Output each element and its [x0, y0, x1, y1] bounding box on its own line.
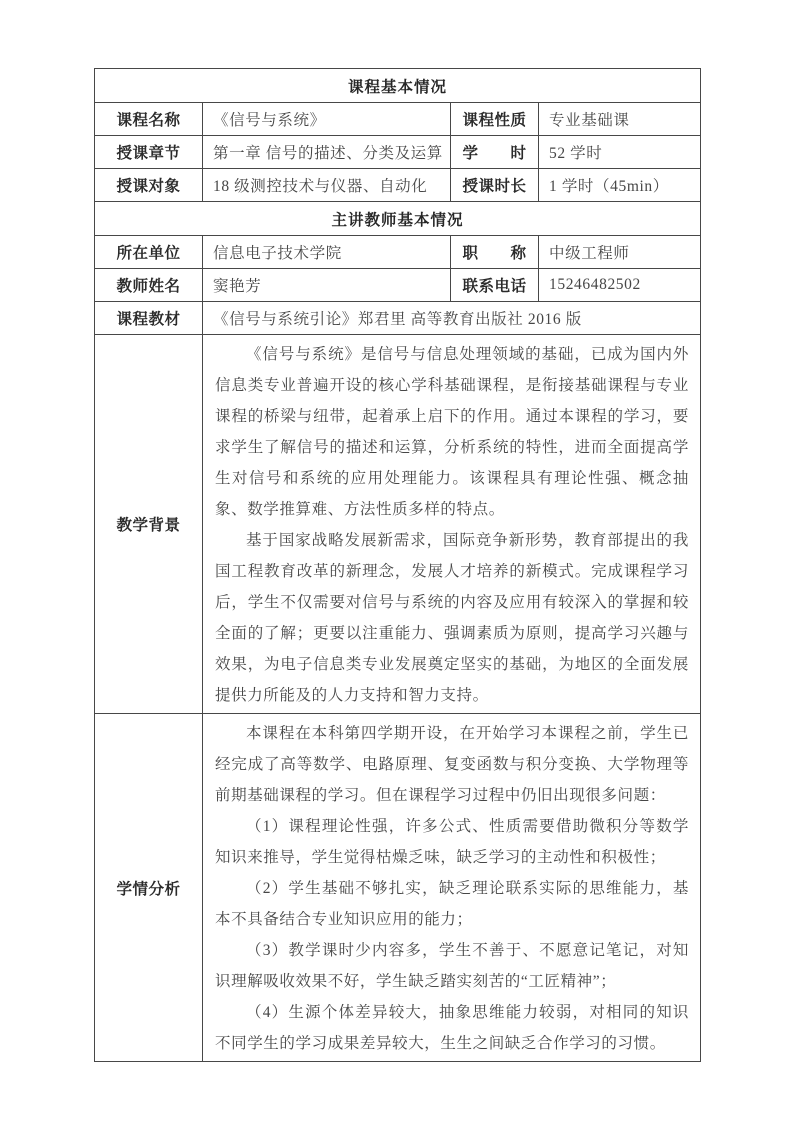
- table-row: [95, 202, 701, 236]
- phone-value: 15246482502: [539, 269, 701, 302]
- chapter-label: 授课章节: [95, 136, 203, 169]
- teacher-name-label: 教师姓名: [95, 269, 203, 302]
- course-type-value: 专业基础课: [539, 103, 701, 136]
- textbook-value: 《信号与系统引论》郑君里 高等教育出版社 2016 版: [203, 302, 701, 335]
- audience-value: 18 级测控技术与仪器、自动化: [203, 169, 451, 202]
- paragraph: （4）生源个体差异较大，抽象思维能力较弱，对相同的知识不同学生的学习成果差异较大，生生之间缺乏合作学习的习惯。: [215, 1004, 690, 1052]
- table-row: [95, 714, 701, 1062]
- table-row: [95, 236, 701, 269]
- table-row: [95, 169, 701, 202]
- course-plan-table: [94, 68, 701, 1062]
- unit-value: 信息电子技术学院: [203, 236, 451, 269]
- course-name-label: 课程名称: [95, 103, 203, 136]
- table-row: [95, 136, 701, 169]
- duration-label: 授课时长: [451, 169, 539, 202]
- learner-analysis-label: 学情分析: [95, 714, 203, 1062]
- textbook-label: 课程教材: [95, 302, 203, 335]
- hours-value: 52 学时: [539, 136, 701, 169]
- paragraph: 《信号与系统》是信号与信息处理领域的基础，已成为国内外信息类专业普遍开设的核心学科基础课程，是衔接基础课程与专业课程的桥梁与纽带，起着承上启下的作用。通过本课程的学习，要求学生了解信号的描述和运算，分析系统的特性，进而全面提高学生对信号和系统的应用处理能力。该课程具有理论性强、概念抽象、数学推算难、方法性质多样的特点。: [215, 346, 690, 518]
- job-title-label: 职 称: [451, 236, 539, 269]
- chapter-value: 第一章 信号的描述、分类及运算: [203, 136, 451, 169]
- phone-label: 联系电话: [451, 269, 539, 302]
- teacher-name-value: 窦艳芳: [203, 269, 451, 302]
- paragraph: （3）教学课时少内容多，学生不善于、不愿意记笔记，对知识理解吸收效果不好，学生缺乏踏实刻苦的“工匠精神”；: [215, 942, 690, 990]
- table-row: [95, 302, 701, 335]
- section-header-course-info: 课程基本情况: [95, 69, 701, 103]
- duration-value: 1 学时（45min）: [539, 169, 701, 202]
- paragraph: （1）课程理论性强，许多公式、性质需要借助微积分等数学知识来推导，学生觉得枯燥乏味，缺乏学习的主动性和积极性；: [215, 818, 690, 866]
- audience-label: 授课对象: [95, 169, 203, 202]
- table-row: [95, 69, 701, 103]
- teaching-background-content: [203, 335, 701, 714]
- document-page: [94, 68, 701, 1062]
- table-row: [95, 335, 701, 714]
- table-row: [95, 103, 701, 136]
- hours-label: 学 时: [451, 136, 539, 169]
- learner-analysis-content: [203, 714, 701, 1062]
- course-type-label: 课程性质: [451, 103, 539, 136]
- course-name-value: 《信号与系统》: [203, 103, 451, 136]
- unit-label: 所在单位: [95, 236, 203, 269]
- paragraph: （2）学生基础不够扎实，缺乏理论联系实际的思维能力，基本不具备结合专业知识应用的能力；: [215, 880, 690, 928]
- paragraph: 基于国家战略发展新需求，国际竞争新形势，教育部提出的我国工程教育改革的新理念，发展人才培养的新模式。完成课程学习后，学生不仅需要对信号与系统的内容及应用有较深入的掌握和较全面的了解；更要以注重能力、强调素质为原则，提高学习兴趣与效果，为电子信息类专业发展奠定坚实的基础，为地区的全面发展提供力所能及的人力支持和智力支持。: [215, 532, 690, 704]
- table-row: [95, 269, 701, 302]
- paragraph: 本课程在本科第四学期开设，在开始学习本课程之前，学生已经完成了高等数学、电路原理、复变函数与积分变换、大学物理等前期基础课程的学习。但在课程学习过程中仍旧出现很多问题：: [215, 725, 690, 804]
- section-header-teacher-info: 主讲教师基本情况: [95, 202, 701, 236]
- job-title-value: 中级工程师: [539, 236, 701, 269]
- teaching-background-label: 教学背景: [95, 335, 203, 714]
